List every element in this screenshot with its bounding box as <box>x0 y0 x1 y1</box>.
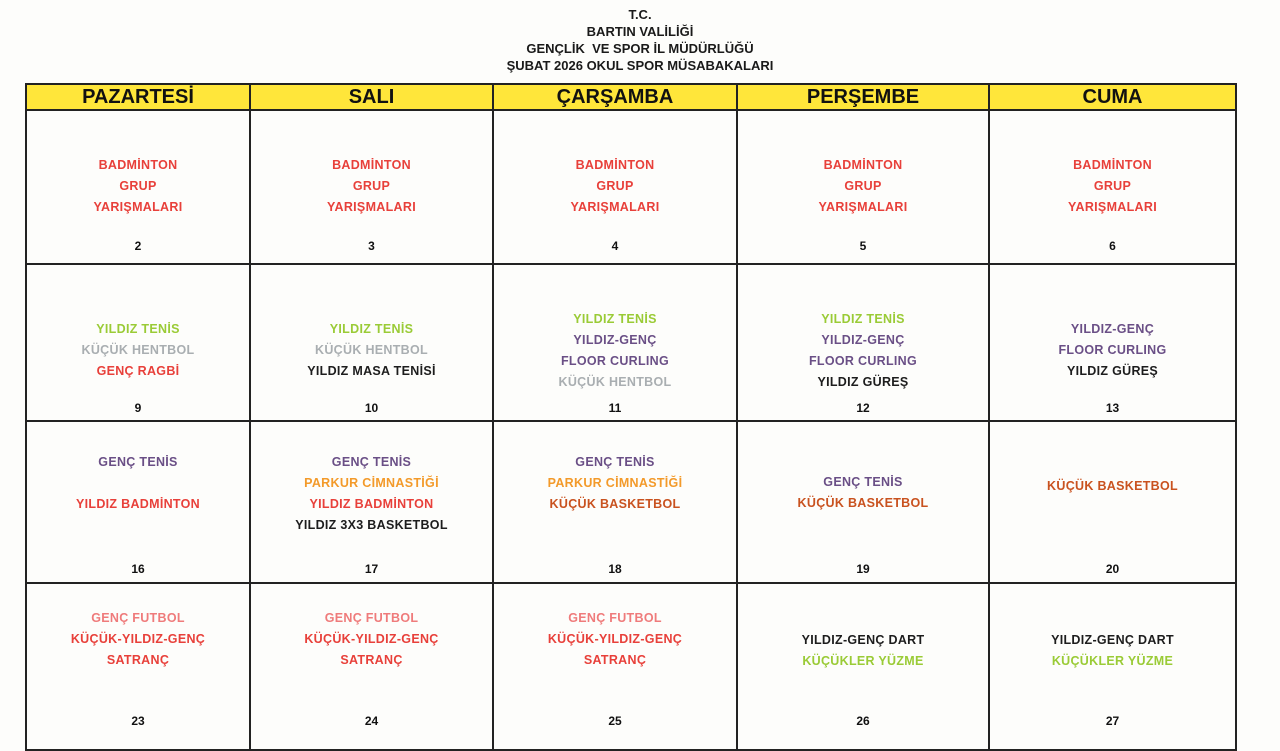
day-cell <box>737 110 989 264</box>
event-list <box>251 319 492 382</box>
event-item: SATRANÇ <box>106 653 170 667</box>
event-list <box>990 155 1235 218</box>
day-cell-content <box>990 422 1235 582</box>
event-item: YILDIZ-GENÇ DART <box>801 633 925 647</box>
day-cell <box>989 264 1236 421</box>
day-number: 16 <box>131 562 145 576</box>
event-item: YILDIZ BADMİNTON <box>309 497 434 511</box>
day-cell <box>493 110 737 264</box>
day-number: 18 <box>608 562 622 576</box>
event-spacer <box>27 473 249 494</box>
event-item: BADMİNTON <box>1073 158 1152 172</box>
event-item: KÜÇÜK-YILDIZ-GENÇ <box>304 632 439 646</box>
day-number: 11 <box>608 401 622 415</box>
event-item: FLOOR CURLING <box>808 354 918 368</box>
day-cell <box>26 110 250 264</box>
week-row <box>26 421 1236 583</box>
day-cell <box>493 583 737 750</box>
header-line-directorate: GENÇLİK VE SPOR İL MÜDÜRLÜĞÜ <box>526 41 754 56</box>
event-list <box>27 608 249 671</box>
day-number: 23 <box>131 714 145 728</box>
event-item: KÜÇÜK HENTBOL <box>81 343 195 357</box>
day-number: 13 <box>1105 401 1120 415</box>
day-cell-content <box>738 422 988 582</box>
day-number: 24 <box>364 714 379 728</box>
event-item: GRUP <box>844 179 882 193</box>
event-item: GENÇ TENİS <box>823 475 903 489</box>
day-cell-content <box>990 584 1235 749</box>
day-number: 4 <box>611 239 619 253</box>
day-number: 26 <box>856 714 870 728</box>
day-number: 27 <box>1105 714 1120 728</box>
event-item: YILDIZ GÜREŞ <box>1066 364 1159 378</box>
event-item: GENÇ RAGBİ <box>96 364 180 378</box>
event-item: SATRANÇ <box>340 653 403 667</box>
event-list <box>27 319 249 382</box>
event-item: GENÇ FUTBOL <box>91 611 185 625</box>
event-item: YILDIZ GÜREŞ <box>817 375 909 389</box>
day-cell-content <box>27 265 249 420</box>
event-item: GENÇ TENİS <box>575 455 655 469</box>
event-item: YILDIZ-GENÇ <box>573 333 657 347</box>
day-number: 20 <box>1105 562 1120 576</box>
day-cell-content <box>494 422 736 582</box>
day-cell <box>737 583 989 750</box>
day-header-row <box>26 84 1236 110</box>
event-item: BADMİNTON <box>575 158 655 172</box>
day-cell-content <box>990 111 1235 263</box>
event-item: YILDIZ-GENÇ <box>1070 322 1155 336</box>
event-list <box>494 309 736 393</box>
day-cell-content <box>27 584 249 749</box>
day-number: 2 <box>134 239 142 253</box>
event-item: KÜÇÜK BASKETBOL <box>549 497 681 511</box>
event-list <box>990 476 1235 497</box>
day-cell <box>250 421 493 583</box>
event-item: KÜÇÜK BASKETBOL <box>1047 479 1178 493</box>
event-item: YILDIZ BADMİNTON <box>75 497 200 511</box>
document-header <box>0 6 1280 74</box>
event-list <box>494 608 736 671</box>
event-item: PARKUR CİMNASTİĞİ <box>304 476 439 490</box>
event-item: KÜÇÜK HENTBOL <box>315 343 428 357</box>
event-item: BADMİNTON <box>98 158 178 172</box>
event-item: YARIŞMALARI <box>1068 200 1157 214</box>
day-number: 12 <box>856 401 870 415</box>
day-number: 3 <box>368 239 375 253</box>
event-item: KÜÇÜK HENTBOL <box>558 375 672 389</box>
event-item: YILDIZ MASA TENİSİ <box>307 364 436 378</box>
day-cell-content <box>251 265 492 420</box>
day-cell-content <box>738 111 988 263</box>
day-number: 10 <box>364 401 379 415</box>
day-cell <box>250 264 493 421</box>
event-item: FLOOR CURLING <box>560 354 670 368</box>
day-header-tuesday: SALI <box>250 84 493 110</box>
day-number: 5 <box>859 239 867 253</box>
day-cell-content <box>251 422 492 582</box>
day-cell-content <box>494 265 736 420</box>
header-line-tc: T.C. <box>628 7 652 22</box>
day-cell <box>26 583 250 750</box>
day-cell-content <box>27 111 249 263</box>
day-cell-content <box>27 422 249 582</box>
event-list <box>494 155 736 218</box>
day-cell <box>250 110 493 264</box>
day-number: 6 <box>1109 239 1116 253</box>
event-list <box>738 630 988 672</box>
day-cell <box>737 421 989 583</box>
event-list <box>990 630 1235 672</box>
schedule-table <box>25 83 1237 751</box>
day-cell-content <box>738 265 988 420</box>
event-item: YARIŞMALARI <box>818 200 908 214</box>
day-cell <box>250 583 493 750</box>
event-list <box>738 155 988 218</box>
day-cell-content <box>738 584 988 749</box>
event-item: YILDIZ TENİS <box>329 322 414 336</box>
event-item: KÜÇÜKLER YÜZME <box>1051 654 1174 668</box>
week-row <box>26 583 1236 750</box>
event-list <box>27 452 249 515</box>
day-cell <box>989 421 1236 583</box>
day-cell-content <box>494 111 736 263</box>
event-item: GRUP <box>352 179 391 193</box>
event-item: FLOOR CURLING <box>1058 343 1167 357</box>
day-cell <box>989 583 1236 750</box>
day-cell <box>26 421 250 583</box>
day-cell <box>493 264 737 421</box>
event-list <box>738 472 988 514</box>
day-header-thursday: PERŞEMBE <box>737 84 989 110</box>
day-cell-content <box>251 584 492 749</box>
event-item: YILDIZ TENİS <box>96 322 180 336</box>
event-item: GENÇ TENİS <box>98 455 178 469</box>
event-item: YILDIZ TENİS <box>821 312 905 326</box>
event-item: GRUP <box>119 179 157 193</box>
day-cell <box>493 421 737 583</box>
day-number: 9 <box>134 401 142 415</box>
day-cell <box>26 264 250 421</box>
event-item: GENÇ FUTBOL <box>568 611 662 625</box>
day-cell <box>737 264 989 421</box>
event-item: GENÇ TENİS <box>331 455 412 469</box>
event-list <box>251 452 492 536</box>
event-item: GENÇ FUTBOL <box>324 611 419 625</box>
event-list <box>251 155 492 218</box>
event-item: BADMİNTON <box>332 158 411 172</box>
event-item: KÜÇÜKLER YÜZME <box>802 654 924 668</box>
day-header-wednesday: ÇARŞAMBA <box>493 84 737 110</box>
day-number: 19 <box>856 562 870 576</box>
event-item: KÜÇÜK-YILDIZ-GENÇ <box>547 632 683 646</box>
day-cell <box>989 110 1236 264</box>
event-list <box>990 319 1235 382</box>
day-number: 25 <box>608 714 622 728</box>
event-item: YILDIZ-GENÇ DART <box>1051 633 1174 647</box>
day-cell-content <box>494 584 736 749</box>
day-cell-content <box>251 111 492 263</box>
event-list <box>494 452 736 515</box>
day-header-friday: CUMA <box>989 84 1236 110</box>
day-number: 17 <box>364 562 379 576</box>
event-item: SATRANÇ <box>583 653 647 667</box>
event-list <box>738 309 988 393</box>
header-line-governorship: BARTIN VALİLİĞİ <box>586 24 694 39</box>
event-item: BADMİNTON <box>823 158 903 172</box>
week-row <box>26 264 1236 421</box>
event-list <box>27 155 249 218</box>
event-item: GRUP <box>596 179 634 193</box>
event-item: PARKUR CİMNASTİĞİ <box>547 476 683 490</box>
event-item: YARIŞMALARI <box>327 200 416 214</box>
week-row <box>26 110 1236 264</box>
event-item: YILDIZ TENİS <box>573 312 657 326</box>
event-item: YILDIZ 3X3 BASKETBOL <box>295 518 448 532</box>
event-item: YARIŞMALARI <box>570 200 660 214</box>
event-item: YILDIZ-GENÇ <box>821 333 905 347</box>
event-item: YARIŞMALARI <box>93 200 183 214</box>
day-cell-content <box>990 265 1235 420</box>
event-item: KÜÇÜK BASKETBOL <box>797 496 929 510</box>
event-item: KÜÇÜK-YILDIZ-GENÇ <box>70 632 206 646</box>
event-item: GRUP <box>1093 179 1132 193</box>
event-list <box>251 608 492 671</box>
header-line-title: ŞUBAT 2026 OKUL SPOR MÜSABAKALARI <box>506 58 774 73</box>
day-header-monday: PAZARTESİ <box>26 84 250 110</box>
